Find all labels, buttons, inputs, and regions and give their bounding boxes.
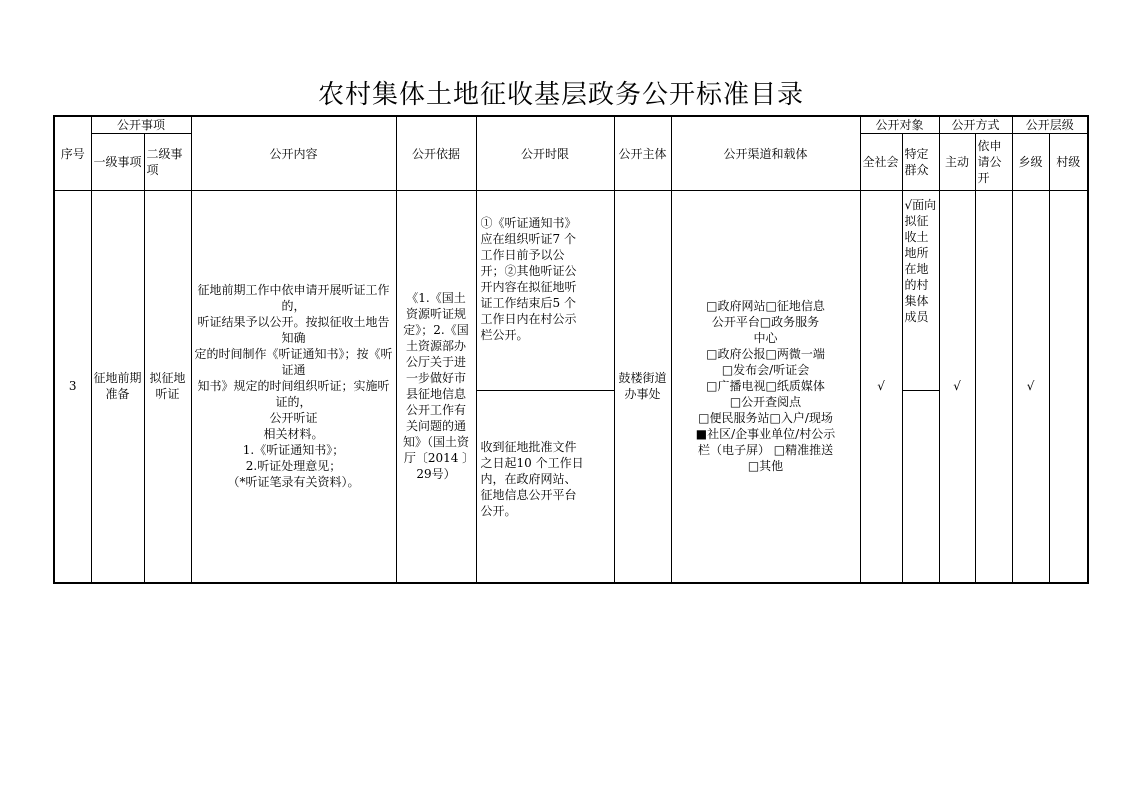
content-line: 2.听证处理意见； [245, 459, 342, 474]
catalog-table [53, 115, 1089, 584]
channel-line: □政府网站□征地信息 [706, 299, 825, 314]
data-row-top [54, 191, 1088, 391]
row-time-limit-a: ①《听证通知书》应在组织听证7 个工作日前予以公开；②其他听证公开内容在拟征地听证工作结束后5 个工作日内在村公示栏公开。 [476, 191, 614, 391]
row-basis: 《1.《国土资源听证规定》；2.《国土资源部办公厅关于进一步做好市县征地信息公开工作有关问题的通知》（国土资厅〔2014 〕29号） [396, 191, 476, 583]
header-target-group: 公开对象 [860, 116, 939, 134]
channel-line: □公开查阅点 [729, 395, 802, 410]
channel-line: 中心 [753, 331, 778, 346]
content-line: 听证结果予以公开。按拟征收土地告知确 [197, 315, 390, 346]
header-target-all: 全社会 [860, 134, 902, 191]
row-target-specific-b [902, 391, 939, 583]
header-target-specific: 特定群众 [902, 134, 939, 191]
row-level-village [1049, 191, 1088, 583]
header-method-apply: 依申请公开 [975, 134, 1012, 191]
row-seq: 3 [54, 191, 91, 583]
header-row-1 [54, 116, 1088, 134]
header-level1: 一级事项 [91, 134, 144, 191]
row-target-specific-a: √面向拟征收土地所在地的村集体成员 [902, 191, 939, 391]
header-level-village: 村级 [1049, 134, 1088, 191]
header-level-group: 公开层级 [1012, 116, 1088, 134]
page-title: 农村集体土地征收基层政务公开标准目录 [317, 80, 804, 110]
content-line: 定的时间制作《听证通知书》；按《听证通 [194, 347, 393, 378]
channel-line: □其他 [747, 459, 784, 474]
content-line: 公开听证 [269, 411, 318, 426]
content-line: 1.《听证通知书》； [242, 443, 345, 458]
row-content [191, 191, 396, 583]
row-method-apply [975, 191, 1012, 583]
channel-line: □发布会/听证会 [721, 363, 810, 378]
content-line: （*听证笔录有关资料）。 [227, 475, 360, 490]
channel-line: 公开平台□政务服务 [711, 315, 820, 330]
header-level-township: 乡级 [1012, 134, 1049, 191]
header-method-group: 公开方式 [939, 116, 1012, 134]
header-basis: 公开依据 [396, 116, 476, 191]
content-line: 征地前期工作中依申请开展听证工作的， [197, 283, 390, 314]
row-method-active: √ [939, 191, 975, 583]
row-channel [671, 191, 860, 583]
header-time-limit: 公开时限 [476, 116, 614, 191]
channel-line: □政府公报□两微一端 [706, 347, 825, 362]
channel-line: ■社区/企事业单位/村公示 [695, 427, 836, 442]
channel-line: □便民服务站□入户/现场 [698, 411, 833, 426]
header-items-group: 公开事项 [91, 116, 191, 134]
header-seq: 序号 [54, 116, 91, 191]
header-content: 公开内容 [191, 116, 396, 191]
channel-line: 栏（电子屏） □精准推送 [697, 443, 834, 458]
row-level1: 征地前期准备 [91, 191, 144, 583]
header-method-active: 主动 [939, 134, 975, 191]
row-target-all: √ [860, 191, 902, 583]
content-line: 相关材料。 [263, 427, 324, 442]
channel-line: □广播电视□纸质媒体 [706, 379, 825, 394]
header-subject: 公开主体 [614, 116, 671, 191]
header-channel: 公开渠道和载体 [671, 116, 860, 191]
row-time-limit-b: 收到征地批准文件之日起10 个工作日内，在政府网站、征地信息公开平台公开。 [476, 391, 614, 583]
row-subject: 鼓楼街道办事处 [614, 191, 671, 583]
row-level2: 拟征地听证 [144, 191, 191, 583]
content-line: 知书》规定的时间组织听证；实施听证的， [197, 379, 390, 410]
header-level2: 二级事项 [144, 134, 191, 191]
row-level-township: √ [1012, 191, 1049, 583]
